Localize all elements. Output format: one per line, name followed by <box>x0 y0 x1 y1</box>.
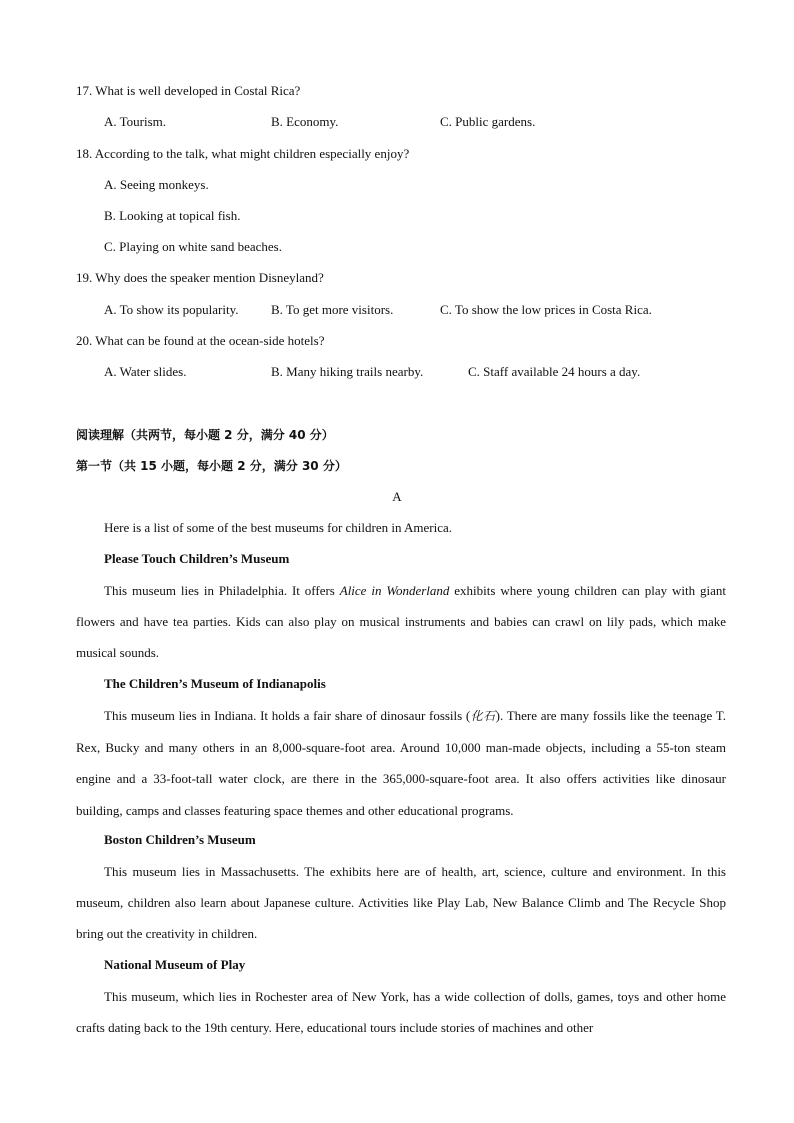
question-19-option-c: C. To show the low prices in Costa Rica. <box>440 302 652 317</box>
book-title: Alice in Wonderland <box>339 583 450 598</box>
question-19-options <box>0 301 794 319</box>
question-18-option-a: A. Seeing monkeys. <box>104 177 209 192</box>
question-20-stem: 20. What can be found at the ocean-side hotels? <box>76 333 325 348</box>
question-18-stem: 18. According to the talk, what might children especially enjoy? <box>76 146 410 161</box>
museum-title-indianapolis: The Children’s Museum of Indianapolis <box>104 676 326 691</box>
chinese-gloss: 化石 <box>470 709 496 723</box>
question-17-stem: 17. What is well developed in Costal Rica? <box>76 83 301 98</box>
question-17-option-a: A. Tourism. <box>104 114 167 129</box>
museum-paragraph-national-play: This museum, which lies in Rochester area of New York, has a wide collection of dolls, games, toys and other home crafts dating back to the 19th century. Here, educational tours include stories of machines and other <box>76 989 726 1036</box>
question-20-options <box>0 363 794 381</box>
paragraph-text: exhibits where young children can play with giant flowers and have tea parties. Kids can also play on musical instruments and babies can crawl on lily pads, which make musical sounds. <box>76 583 726 661</box>
question-18-option-b: B. Looking at topical fish. <box>104 208 241 223</box>
museum-title-national-play: National Museum of Play <box>104 957 246 972</box>
question-19-stem: 19. Why does the speaker mention Disneyland? <box>76 270 324 285</box>
paragraph-text: ). There are many fossils like the teenage T. Rex, Bucky and many others in an 8,000-square-foot area. Around 10,000 man-made objects, including a 55-ton steam engine and a 33-foot-tall water clock, are there in the 365,000-square-foot area. It also offers activities like dinosaur building, camps and classes featuring space themes and other educational programs. <box>76 708 726 818</box>
question-20-option-c: C. Staff available 24 hours a day. <box>468 364 641 379</box>
paragraph-text: This museum lies in Philadelphia. It offers <box>104 583 340 598</box>
question-19-option-b: B. To get more visitors. <box>271 302 394 317</box>
museum-title-please-touch: Please Touch Children’s Museum <box>104 551 290 566</box>
question-17-options <box>0 113 794 131</box>
museum-paragraph-please-touch <box>76 575 726 669</box>
question-17-option-b: B. Economy. <box>271 114 339 129</box>
reading-section-heading: 阅读理解（共两节，每小题 2 分，满分 40 分） <box>76 428 334 442</box>
paragraph-text: This museum lies in Indiana. It holds a fair share of dinosaur fossils ( <box>104 708 471 723</box>
question-20-option-b: B. Many hiking trails nearby. <box>271 364 424 379</box>
museum-title-boston: Boston Children’s Museum <box>104 832 256 847</box>
question-20-option-a: A. Water slides. <box>104 364 187 379</box>
reading-subsection-heading: 第一节（共 15 小题，每小题 2 分，满分 30 分） <box>76 459 347 473</box>
question-17-option-c: C. Public gardens. <box>440 114 536 129</box>
museum-paragraph-indianapolis <box>76 700 726 826</box>
passage-intro: Here is a list of some of the best museums for children in America. <box>104 520 453 535</box>
question-19-option-a: A. To show its popularity. <box>104 302 239 317</box>
museum-paragraph-boston: This museum lies in Massachusetts. The exhibits here are of health, art, science, culture and environment. In this museum, children also learn about Japanese culture. Activities like Play Lab, New Balance Climb and The Recycle Shop bring out the creativity in children. <box>76 864 726 942</box>
question-18-option-c: C. Playing on white sand beaches. <box>104 239 282 254</box>
passage-label: A <box>392 489 402 504</box>
